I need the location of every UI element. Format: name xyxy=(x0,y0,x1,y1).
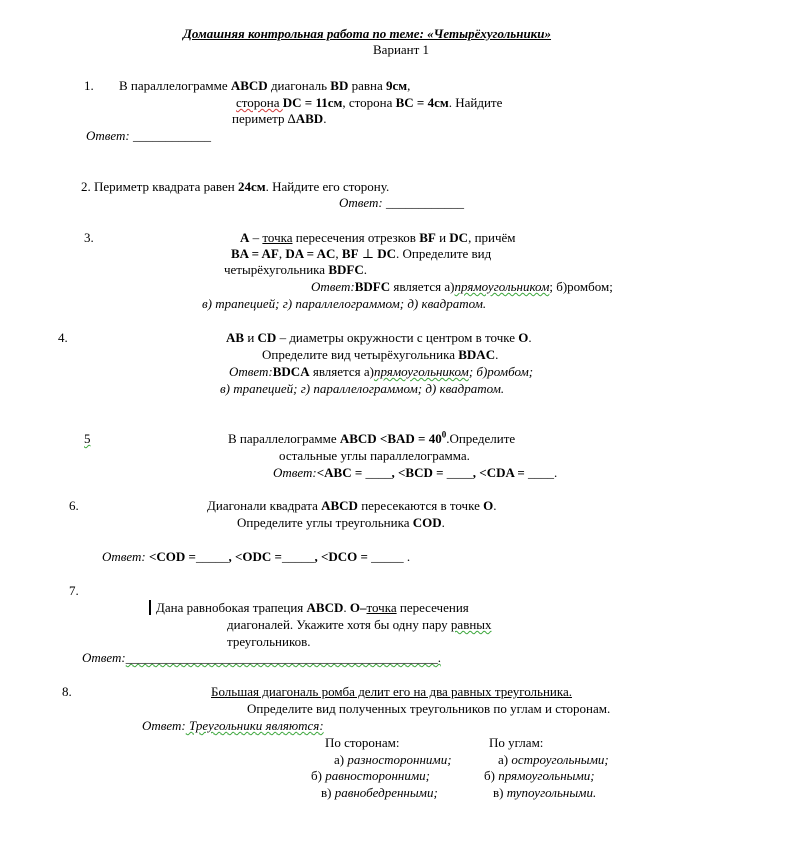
problem-line: периметр ∆ABD. xyxy=(232,111,327,126)
answer-blank[interactable]: ____ xyxy=(365,465,392,480)
problem-number: 6. xyxy=(69,498,79,513)
problem-number: 8. xyxy=(62,684,72,699)
problem-line: треугольников. xyxy=(227,634,311,649)
problem-line: В параллелограмме ABCD $<BAD = 40^0.Определите$ xyxy=(228,429,516,446)
answer-line: Ответ: Треугольники являются: xyxy=(142,718,324,733)
answer-line: Ответ:<ABC = ____, <BCD = ____, <CDA = ____. xyxy=(273,465,558,480)
text-cursor xyxy=(149,600,151,615)
answer-blank[interactable]: _____ xyxy=(371,549,404,564)
option-item[interactable]: б) прямоугольными; xyxy=(484,768,595,783)
column-header-sides: По сторонам: xyxy=(325,735,400,750)
option-item[interactable]: в) тупоугольными. xyxy=(493,785,597,800)
option-item[interactable]: в) равнобедренными; xyxy=(321,785,438,800)
problem-line: 2. Периметр квадрата равен 24см. Найдите его сторону. xyxy=(81,179,390,194)
answer-blank[interactable]: _____ xyxy=(195,549,229,564)
answer-blank[interactable]: ____________ xyxy=(386,195,464,210)
option-item[interactable]: а) остроугольными; xyxy=(498,752,609,767)
problem-line: диагоналей. Укажите хотя бы одну пару равных xyxy=(227,617,492,632)
answer-blank[interactable]: ________________________________________________. xyxy=(125,650,441,665)
problem-number: 1. xyxy=(84,78,94,93)
option-item[interactable]: а) разносторонними; xyxy=(334,752,452,767)
problem-line: остальные углы параллелограмма. xyxy=(279,448,470,463)
page-title: Домашняя контрольная работа по теме: «Четырёхугольники» xyxy=(183,26,552,41)
problem-line: Определите вид четырёхугольника BDAC. xyxy=(262,347,499,362)
problem-number: 5 xyxy=(84,431,91,446)
problem-number: 3. xyxy=(84,230,94,245)
answer-blank[interactable]: ____________ xyxy=(133,128,211,143)
problem-line: Большая диагональ ромба делит его на два равных треугольника. xyxy=(211,684,572,699)
variant-label: Вариант 1 xyxy=(373,42,430,57)
problem-line: В параллелограмме ABCD диагональ BD равна 9см, xyxy=(119,78,411,93)
answer-options: в) трапецией; г) параллелограммом; д) квадратом. xyxy=(202,296,487,311)
answer-line: Ответ: ____________ xyxy=(339,195,464,210)
answer-options: в) трапецией; г) параллелограммом; д) квадратом. xyxy=(220,381,505,396)
answer-line: Ответ: <COD =_____, <ODC =_____, <DCO = _____ . xyxy=(102,549,411,564)
answer-blank[interactable]: ____ xyxy=(528,465,555,480)
answer-line: Ответ:BDCA является а)прямоугольником; б)ромбом; xyxy=(229,364,534,379)
column-header-angles: По углам: xyxy=(489,735,544,750)
problem-line: четырёхугольника BDFC. xyxy=(224,262,367,277)
problem-line: сторона DC = 11см, сторона BC = 4см. Найдите xyxy=(236,95,503,110)
answer-line: Ответ:________________________________________________. xyxy=(82,650,441,665)
answer-blank[interactable]: _____ xyxy=(281,549,315,564)
answer-line: Ответ:BDFC является а)прямоугольником; б)ромбом; xyxy=(311,279,613,294)
problem-line: AB и CD – диаметры окружности с центром в точке O. xyxy=(226,330,532,345)
answer-blank[interactable]: ____ xyxy=(446,465,473,480)
option-item[interactable]: б) равносторонними; xyxy=(311,768,430,783)
problem-number: 4. xyxy=(58,330,68,345)
problem-line: Определите вид полученных треугольников по углам и сторонам. xyxy=(247,701,611,716)
problem-line: Определите углы треугольника COD. xyxy=(237,515,445,530)
problem-line: BA = AF, DA = AC, BF ⊥ DC. Определите вид xyxy=(231,246,492,261)
problem-line: Дана равнобокая трапеция ABCD. O–точка пересечения xyxy=(156,600,469,615)
problem-line: A – точка пересечения отрезков BF и DC, причём xyxy=(240,230,516,245)
problem-line: Диагонали квадрата ABCD пересекаются в точке O. xyxy=(207,498,497,513)
answer-line: Ответ: ____________ xyxy=(86,128,211,143)
problem-number: 7. xyxy=(69,583,79,598)
